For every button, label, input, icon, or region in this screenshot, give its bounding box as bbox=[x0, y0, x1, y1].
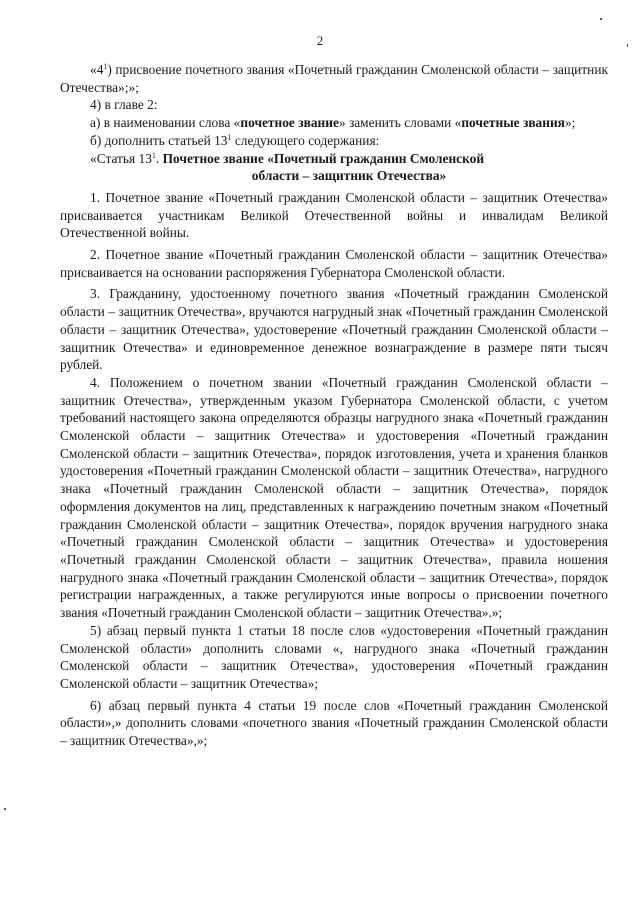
bold-text: почетное звание bbox=[240, 115, 339, 131]
scan-mark-left-edge bbox=[4, 808, 6, 810]
scan-mark-top-right bbox=[600, 18, 602, 20]
paragraph-item-4-1 bbox=[60, 61, 608, 96]
paragraph-clause-3: 3. Гражданину, удостоенному почетного звания «Почетный гражданин Смоленской области – защитник Отечества», вручаются нагрудный знак «Почетный гражданин Смоленской области – защитник Отечества», удостоверение «Почетный гражданин Смоленской области – защитник Отечества» и единовременное денежное вознаграждение в размере пяти тысяч рублей. bbox=[60, 286, 608, 373]
paragraph-subpoint-b bbox=[60, 132, 608, 150]
article-title: Почетное звание «Почетный гражданин Смоленской bbox=[162, 150, 485, 166]
text-fragment: » заменить словами « bbox=[338, 115, 462, 131]
paragraph-subpoint-a bbox=[60, 114, 608, 132]
paragraph-clause-4: 4. Положением о почетном звании «Почетный гражданин Смоленской области – защитник Отечества», утвержденным указом Губернатора Смоленской области, с учетом требований настоящего закона определяются образцы нагрудного знака «Почетный гражданин Смоленской области – защитник Отечества» и удостоверения «Почетный гражданин Смоленской области – защитник Отечества», порядок изготовления, учета и хранения бланков удостоверения «Почетный гражданин Смоленской области – защитник Отечества», нагрудного знака «Почетный гражданин Смоленской области – защитник Отечества», порядок оформления документов на лиц, представленных к награждению почетным знаком «Почетный гражданин Смоленской области – защитник Отечества», порядок вручения нагрудного знака «Почетный гражданин Смоленской области – защитник Отечества» и удостоверения «Почетный гражданин Смоленской области – защитник Отечества», правила ношения нагрудного знака «Почетный гражданин Смоленской области – защитник Отечества», порядок регистрации награжденных, а также регулируются иные вопросы о присвоении почетного звания «Почетный гражданин Смоленской области – защитник Отечества».»; bbox=[60, 374, 608, 621]
article-heading bbox=[60, 150, 608, 168]
paragraph-point-5: 5) абзац первый пункта 1 статьи 18 после слов «удостоверения «Почетный гражданин Смоленской области» дополнить словами «, нагрудного знака «Почетный гражданин Смоленской области – защитник Отечества», удостоверения «Почетный гражданин Смоленской области – защитник Отечества»; bbox=[60, 622, 608, 691]
paragraph-clause-2: 2. Почетное звание «Почетный гражданин Смоленской области – защитник Отечества» присваивается на основании распоряжения Губернатора Смоленской области. bbox=[60, 247, 608, 280]
text-fragment: следующего содержания: bbox=[231, 132, 380, 148]
bold-text: почетные звания bbox=[461, 115, 565, 131]
text-fragment: а) в наименовании слова « bbox=[90, 115, 241, 131]
text-fragment: б) дополнить статьей 13 bbox=[90, 132, 228, 148]
text-fragment: »; bbox=[564, 115, 576, 131]
superscript: 1 bbox=[151, 150, 156, 160]
text-fragment: «Статья 13 bbox=[90, 150, 152, 166]
text-fragment: . bbox=[155, 150, 163, 166]
paragraph-point-6: 6) абзац первый пункта 4 статьи 19 после слов «Почетный гражданин Смоленской области»,» дополнить словами «почетного звания «Почетный гражданин Смоленской области – защитник Отечества»,»; bbox=[60, 697, 608, 749]
superscript: 1 bbox=[227, 132, 232, 142]
article-title-continued: области – защитник Отечества» bbox=[251, 168, 447, 184]
text-fragment: ) присвоение почетного звания «Почетный гражданин Смоленской области – защитник Отечества»;»; bbox=[60, 62, 608, 95]
text-fragment: «4 bbox=[90, 62, 104, 77]
page-number: 2 bbox=[316, 33, 324, 48]
paragraph-clause-1: 1. Почетное звание «Почетный гражданин Смоленской области – защитник Отечества» присваивается участникам Великой Отечественной войны и инвалидам Великой Отечественной войны. bbox=[60, 189, 608, 241]
document-body bbox=[60, 61, 608, 750]
paragraph-point-4: 4) в главе 2: bbox=[90, 97, 158, 113]
superscript: 1 bbox=[103, 62, 108, 71]
